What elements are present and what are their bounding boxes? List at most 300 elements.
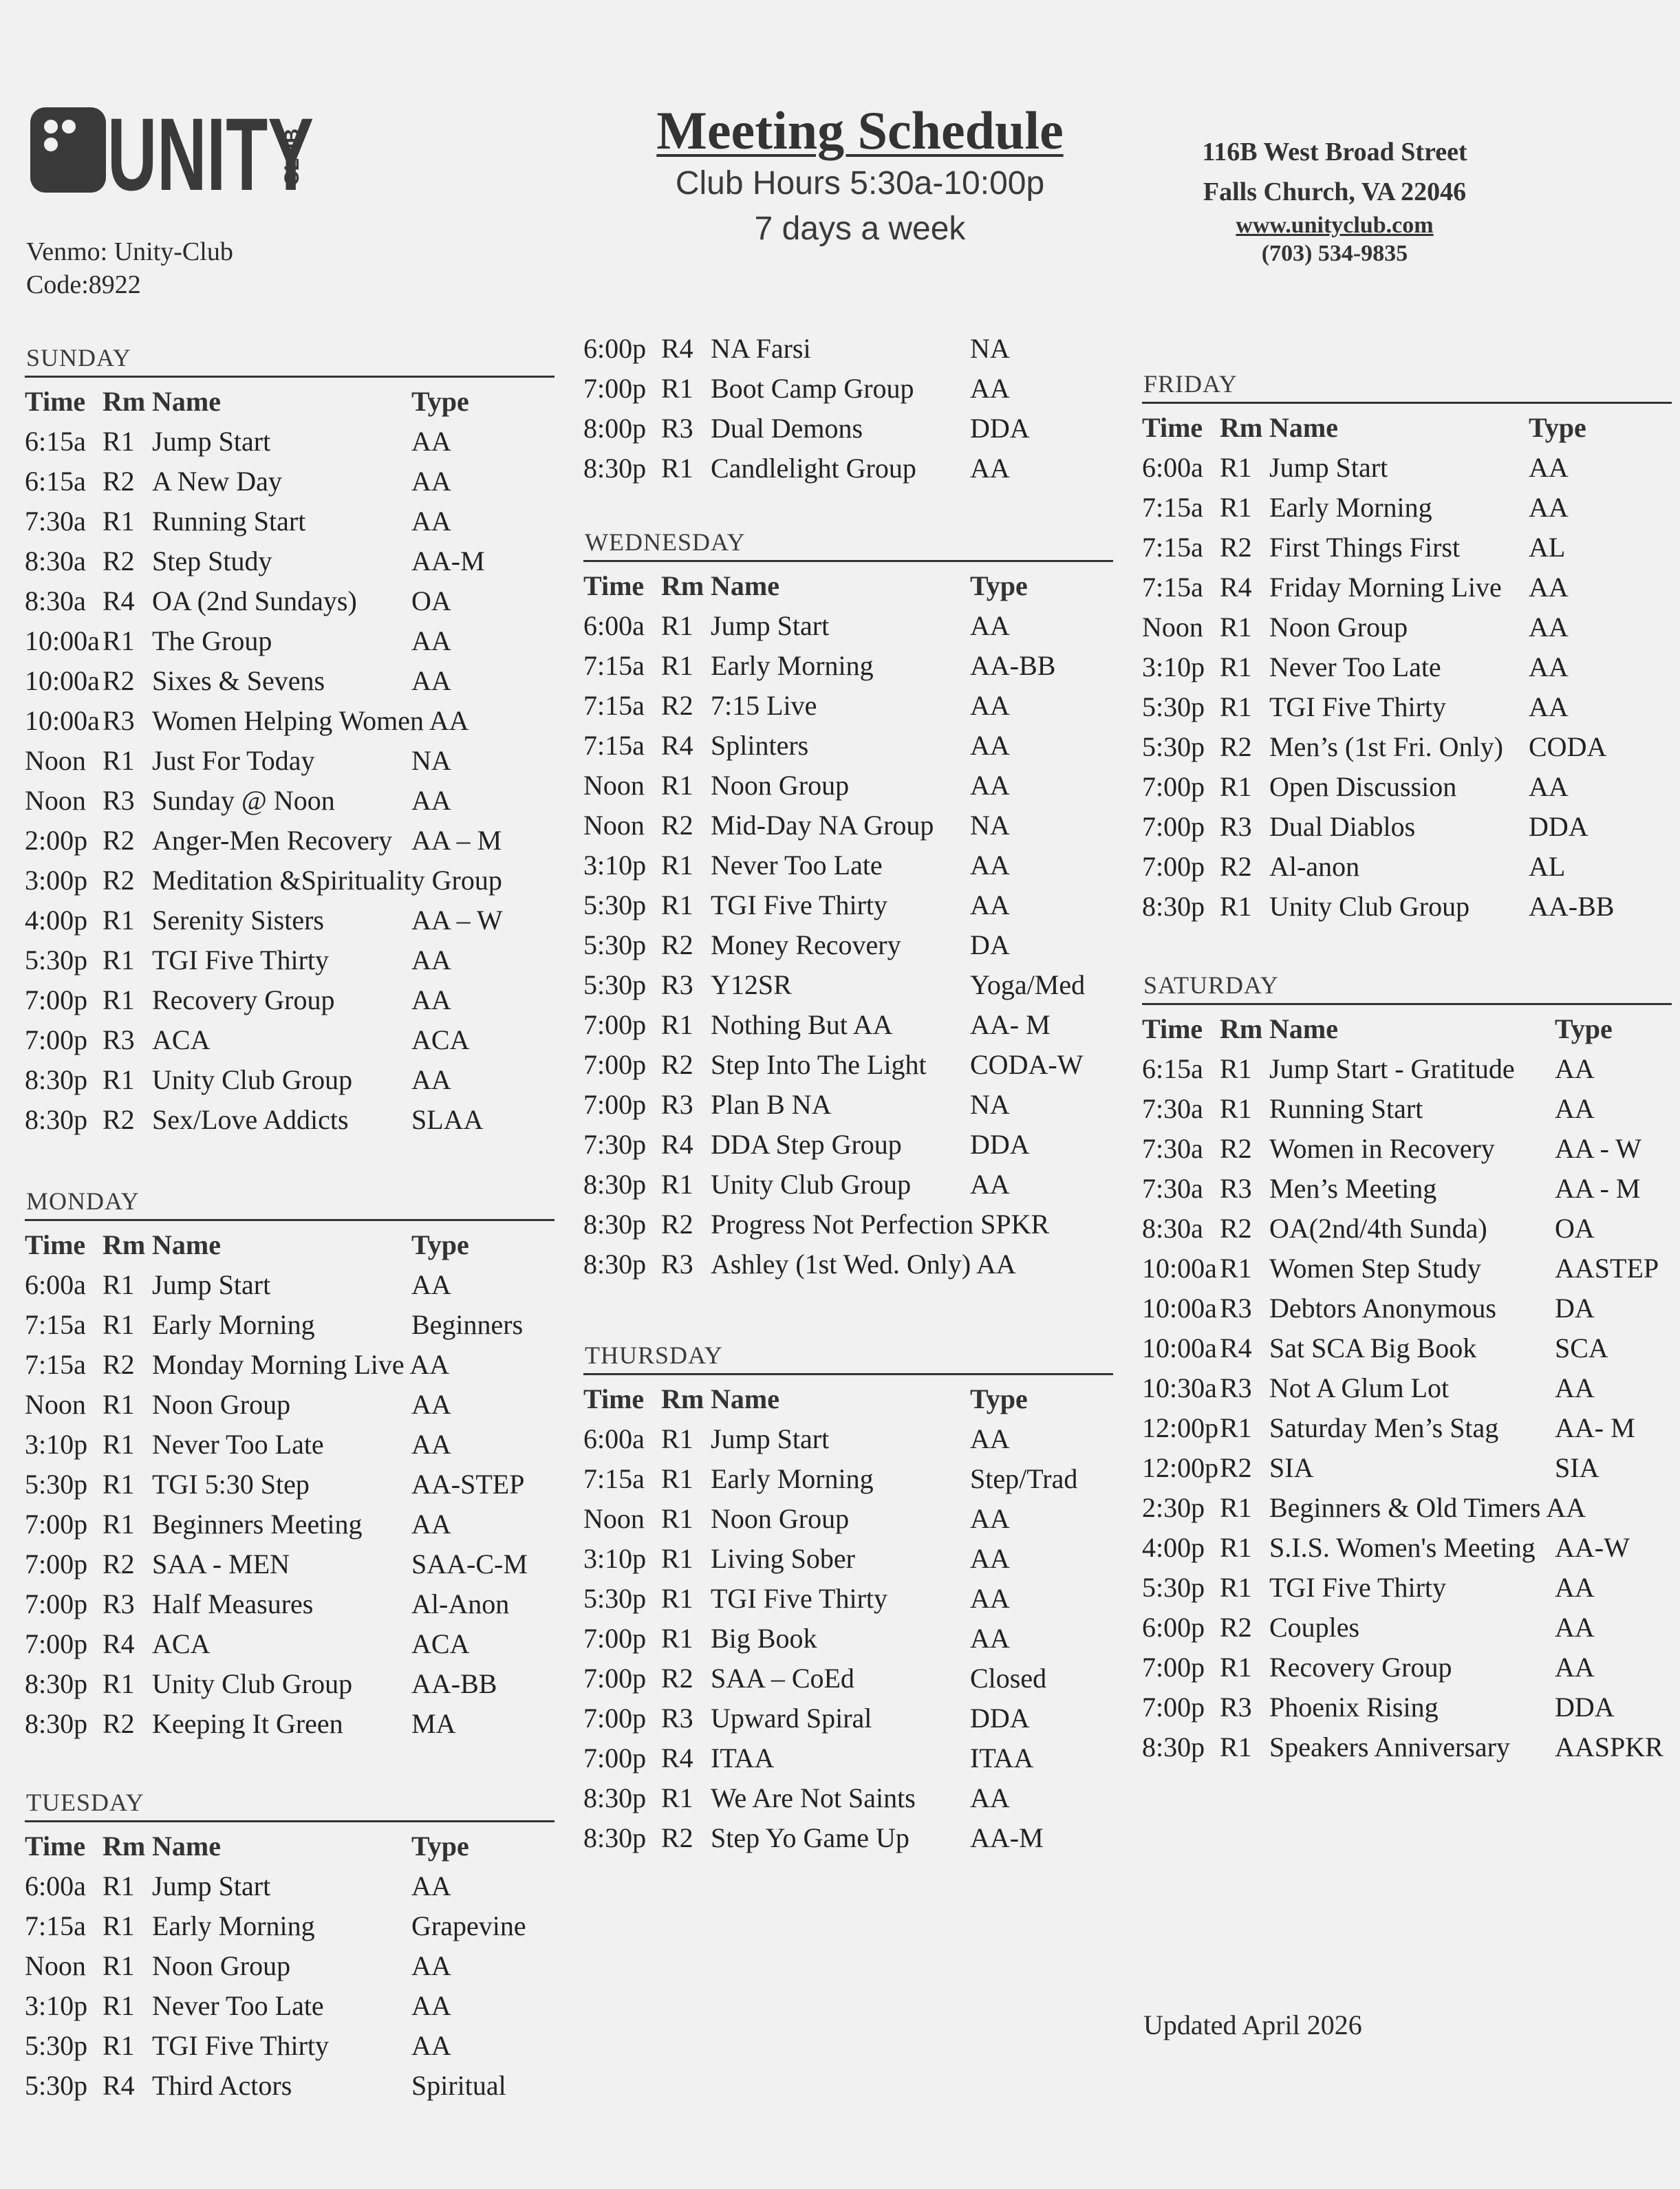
- meeting-room: R3: [103, 1588, 135, 1619]
- meeting-room: R1: [103, 1870, 135, 1901]
- meeting-name: Debtors Anonymous: [1269, 1293, 1496, 1324]
- meeting-type: AA: [970, 1623, 1010, 1654]
- meeting-room: R3: [103, 785, 135, 816]
- meeting-row: [25, 1265, 554, 1305]
- meeting-name: Dual Demons: [711, 413, 863, 444]
- meeting-name: Y12SR: [711, 969, 792, 1000]
- meeting-time: 7:30a: [25, 506, 86, 537]
- column-header-row: [1142, 408, 1672, 448]
- meeting-room: R1: [1220, 1652, 1252, 1683]
- meeting-time: 8:30a: [25, 546, 86, 576]
- meeting-time: 7:15a: [1142, 572, 1203, 603]
- meeting-time: 8:30p: [1142, 891, 1205, 922]
- meeting-time: 7:00p: [583, 1663, 647, 1694]
- meeting-row: [1142, 1129, 1672, 1169]
- phone-number: (703) 534-9835: [1261, 241, 1408, 266]
- meeting-row: [1142, 727, 1672, 767]
- meeting-row: [25, 701, 554, 741]
- meeting-time: 7:00p: [1142, 771, 1205, 802]
- meeting-time: 6:00a: [25, 1870, 86, 1901]
- meeting-name: Money Recovery: [711, 929, 901, 960]
- meeting-row: [25, 1305, 554, 1345]
- meeting-name: Never Too Late: [1269, 651, 1441, 682]
- meeting-row: [25, 621, 554, 661]
- meeting-type: AA – M: [411, 825, 502, 856]
- club-hours: Club Hours 5:30a-10:00p: [675, 165, 1045, 202]
- meeting-row: [583, 1085, 1113, 1125]
- meeting-row: [1142, 1209, 1672, 1249]
- meeting-type: AA: [411, 1429, 451, 1460]
- meeting-room: R1: [103, 1509, 135, 1540]
- meeting-row: [25, 2066, 554, 2106]
- meeting-name: Ashley (1st Wed. Only) AA: [711, 1249, 1016, 1280]
- meeting-name: Plan B NA: [711, 1089, 832, 1120]
- meeting-room: R1: [103, 2030, 135, 2061]
- meeting-room: R2: [103, 1549, 135, 1579]
- meeting-time: Noon: [25, 1389, 86, 1420]
- day-title-tuesday: TUESDAY: [25, 1784, 554, 1822]
- meeting-row: [583, 606, 1113, 646]
- meeting-room: R3: [661, 1089, 693, 1120]
- meeting-name: Friday Morning Live: [1269, 572, 1502, 603]
- meeting-room: R2: [103, 546, 135, 576]
- meeting-room: R2: [661, 690, 693, 721]
- meeting-time: 3:10p: [583, 1543, 647, 1574]
- meeting-time: 7:30a: [1142, 1173, 1203, 1204]
- meeting-name: Half Measures: [152, 1588, 314, 1619]
- meeting-room: R2: [103, 825, 135, 856]
- meeting-time: 8:30a: [1142, 1213, 1203, 1244]
- meeting-name: Running Start: [1269, 1093, 1423, 1124]
- saturday-section: [1142, 967, 1672, 1767]
- meeting-time: 5:30p: [25, 945, 88, 975]
- meeting-row: [25, 980, 554, 1020]
- meeting-name: Sixes & Sevens: [152, 665, 325, 696]
- meeting-time: 7:00p: [25, 1024, 88, 1055]
- meeting-type: AA: [1529, 691, 1569, 722]
- club-address: [1170, 132, 1500, 268]
- meeting-time: 7:00p: [1142, 851, 1205, 882]
- meeting-row: [1142, 528, 1672, 568]
- meeting-time: 6:00a: [583, 610, 645, 641]
- meeting-type: AA-M: [411, 546, 485, 576]
- meeting-room: R2: [1220, 1213, 1252, 1244]
- meeting-time: 5:30p: [25, 1469, 88, 1500]
- meeting-room: R1: [103, 426, 135, 457]
- meeting-row: [583, 1738, 1113, 1778]
- meeting-room: R1: [1220, 891, 1252, 922]
- meeting-type: AA: [411, 1950, 451, 1981]
- title-block: [592, 100, 1128, 252]
- meeting-type: AA: [411, 665, 451, 696]
- meeting-room: R2: [1220, 532, 1252, 563]
- meeting-room: R2: [661, 1663, 693, 1694]
- meeting-row: [583, 1205, 1113, 1244]
- meeting-room: R4: [103, 1628, 135, 1659]
- meeting-name: SAA - MEN: [152, 1549, 290, 1579]
- meeting-row: [1142, 687, 1672, 727]
- website-link[interactable]: www.unityclub.com: [1236, 213, 1434, 238]
- meeting-time: 8:30p: [25, 1668, 88, 1699]
- meeting-time: Noon: [25, 785, 86, 816]
- meeting-time: 6:15a: [25, 466, 86, 497]
- meeting-row: [583, 329, 1113, 369]
- meeting-time: 7:15a: [1142, 492, 1203, 523]
- sunday-section: [25, 340, 554, 1140]
- meeting-time: 3:10p: [25, 1429, 88, 1460]
- meeting-row: [1142, 887, 1672, 927]
- meeting-room: R1: [1220, 492, 1252, 523]
- meeting-row: [1142, 568, 1672, 607]
- meeting-time: 7:00p: [25, 1588, 88, 1619]
- meeting-time: 8:00p: [583, 413, 647, 444]
- meeting-name: 7:15 Live: [711, 690, 817, 721]
- meeting-time: 7:15a: [25, 1349, 86, 1380]
- meeting-room: R1: [661, 1169, 693, 1200]
- meeting-name: TGI 5:30 Step: [152, 1469, 310, 1500]
- meeting-time: 7:00p: [25, 1628, 88, 1659]
- meeting-row: [25, 1060, 554, 1100]
- column-header-room: Rm: [103, 386, 146, 417]
- meeting-time: 7:00p: [25, 984, 88, 1015]
- meeting-time: 5:30p: [583, 889, 647, 920]
- meeting-time: 7:00p: [583, 1009, 647, 1040]
- updated-date: Updated April 2026: [1143, 2009, 1362, 2040]
- meeting-time: Noon: [583, 810, 645, 841]
- meeting-type: AA: [1529, 572, 1569, 603]
- meeting-name: Early Morning: [1269, 492, 1432, 523]
- column-header-name: Name: [152, 386, 221, 417]
- meeting-row: [25, 741, 554, 781]
- meeting-room: R1: [103, 984, 135, 1015]
- meeting-room: R3: [661, 969, 693, 1000]
- meeting-name: OA (2nd Sundays): [152, 585, 357, 616]
- meeting-row: [583, 845, 1113, 885]
- column-header-room: Rm: [661, 570, 704, 601]
- column-header-name: Name: [152, 1229, 221, 1260]
- meeting-time: 7:30p: [583, 1129, 647, 1160]
- meeting-time: Noon: [1142, 612, 1203, 643]
- meeting-name: Not A Glum Lot: [1269, 1372, 1450, 1403]
- column-header-room: Rm: [103, 1831, 146, 1862]
- meeting-time: 6:15a: [1142, 1053, 1203, 1084]
- meeting-row: [583, 806, 1113, 845]
- meeting-time: 7:15a: [583, 690, 645, 721]
- column-header-time: Time: [1142, 412, 1203, 443]
- meeting-name: S.I.S. Women's Meeting: [1269, 1532, 1536, 1563]
- meeting-name: ACA: [152, 1024, 211, 1055]
- meeting-time: Noon: [583, 770, 645, 801]
- meeting-time: 3:00p: [25, 865, 88, 896]
- meeting-type: NA: [970, 333, 1010, 364]
- meeting-time: 7:15a: [25, 1910, 86, 1941]
- column-header-time: Time: [1142, 1013, 1203, 1044]
- meeting-row: [583, 726, 1113, 766]
- meeting-type: Closed: [970, 1663, 1047, 1694]
- meeting-type: AA: [1529, 651, 1569, 682]
- meeting-room: R2: [1220, 851, 1252, 882]
- column-header-name: Name: [711, 570, 779, 601]
- meeting-type: OA: [1555, 1213, 1595, 1244]
- meeting-room: R3: [661, 1249, 693, 1280]
- meeting-room: R4: [103, 585, 135, 616]
- meeting-name: Beginners Meeting: [152, 1509, 363, 1540]
- meeting-time: 6:00a: [583, 1423, 645, 1454]
- meeting-type: AA: [970, 730, 1010, 761]
- meeting-type: AA - W: [1555, 1133, 1641, 1164]
- column-header-type: Type: [411, 386, 469, 417]
- meeting-row: [1142, 1687, 1672, 1727]
- meeting-room: R1: [103, 1309, 135, 1340]
- meeting-room: R3: [661, 1703, 693, 1734]
- meeting-name: Step Into The Light: [711, 1049, 927, 1080]
- tuesday-section: [25, 1784, 554, 2106]
- meeting-row: [25, 1100, 554, 1140]
- meeting-name: TGI Five Thirty: [711, 1583, 888, 1614]
- meeting-room: R1: [103, 1469, 135, 1500]
- meeting-room: R1: [103, 1910, 135, 1941]
- meeting-row: [583, 409, 1113, 449]
- day-title-friday: FRIDAY: [1142, 366, 1672, 404]
- column-header-time: Time: [25, 386, 86, 417]
- column-header-name: Name: [1269, 1013, 1338, 1044]
- meeting-type: AA: [970, 690, 1010, 721]
- meeting-room: R1: [1220, 771, 1252, 802]
- meeting-type: ACA: [411, 1628, 470, 1659]
- meeting-time: Noon: [25, 1950, 86, 1981]
- meeting-name: Never Too Late: [152, 1429, 324, 1460]
- meeting-name: Anger-Men Recovery: [152, 825, 393, 856]
- meeting-name: Early Morning: [152, 1309, 315, 1340]
- meeting-row: [1142, 1448, 1672, 1488]
- meeting-row: [583, 1818, 1113, 1858]
- thursday-table: [583, 1379, 1113, 1858]
- meeting-type: AA- M: [970, 1009, 1051, 1040]
- meeting-row: [25, 901, 554, 940]
- meeting-row: [25, 1345, 554, 1385]
- meeting-type: AL: [1529, 532, 1566, 563]
- meeting-room: R1: [661, 850, 693, 881]
- meeting-time: Noon: [583, 1503, 645, 1534]
- meeting-name: Jump Start: [152, 1870, 271, 1901]
- meeting-room: R4: [661, 333, 693, 364]
- meeting-name: Jump Start: [1269, 452, 1388, 483]
- meeting-name: Candlelight Group: [711, 453, 916, 484]
- meeting-row: [25, 1020, 554, 1060]
- meeting-room: R1: [103, 506, 135, 537]
- meeting-name: Progress Not Perfection SPKR: [711, 1209, 1050, 1240]
- meeting-name: NA Farsi: [711, 333, 811, 364]
- meeting-row: [583, 449, 1113, 488]
- meeting-name: Third Actors: [152, 2070, 292, 2101]
- meeting-name: Step Yo Game Up: [711, 1822, 909, 1853]
- column-header-room: Rm: [1220, 412, 1263, 443]
- meeting-time: 10:00a: [1142, 1253, 1217, 1284]
- meeting-room: R2: [103, 1104, 135, 1135]
- meeting-time: 6:15a: [25, 426, 86, 457]
- meeting-room: R2: [661, 1209, 693, 1240]
- meeting-type: AA: [970, 1782, 1010, 1813]
- meeting-row: [25, 1385, 554, 1425]
- meeting-row: [1142, 1648, 1672, 1687]
- day-title-saturday: SATURDAY: [1142, 967, 1672, 1005]
- meeting-room: R1: [661, 1463, 693, 1494]
- meeting-type: DDA: [1555, 1692, 1615, 1723]
- meeting-name: Meditation &Spirituality Group: [152, 865, 502, 896]
- meeting-type: AA: [1555, 1612, 1595, 1643]
- meeting-row: [1142, 1488, 1672, 1528]
- meeting-room: R1: [1220, 1093, 1252, 1124]
- meeting-time: 4:00p: [25, 905, 88, 936]
- meeting-room: R4: [661, 1743, 693, 1773]
- meeting-time: 5:30p: [1142, 1572, 1205, 1603]
- meeting-room: R4: [1220, 572, 1252, 603]
- friday-section: [1142, 366, 1672, 927]
- days-per-week: 7 days a week: [754, 211, 966, 247]
- meeting-name: Just For Today: [152, 745, 315, 776]
- meeting-row: [583, 1778, 1113, 1818]
- meeting-time: 6:00p: [1142, 1612, 1205, 1643]
- meeting-name: Living Sober: [711, 1543, 855, 1574]
- meeting-name: DDA Step Group: [711, 1129, 902, 1160]
- meeting-name: Never Too Late: [152, 1990, 324, 2021]
- column-header-type: Type: [411, 1229, 469, 1260]
- meeting-type: NA: [970, 810, 1010, 841]
- meeting-type: AA- M: [1555, 1412, 1635, 1443]
- friday-table: [1142, 408, 1672, 927]
- meeting-room: R3: [1220, 811, 1252, 842]
- meeting-type: Grapevine: [411, 1910, 526, 1941]
- meeting-type: AA-BB: [411, 1668, 497, 1699]
- meeting-name: Noon Group: [711, 1503, 850, 1534]
- meeting-type: AA: [1529, 492, 1569, 523]
- meeting-type: AA – W: [411, 905, 503, 936]
- meeting-room: R1: [661, 770, 693, 801]
- meeting-type: AASPKR: [1555, 1732, 1663, 1762]
- meeting-time: 7:00p: [583, 373, 647, 404]
- meeting-type: AA: [411, 466, 451, 497]
- column-header-type: Type: [970, 570, 1028, 601]
- meeting-type: SLAA: [411, 1104, 484, 1135]
- meeting-room: R1: [661, 1503, 693, 1534]
- meeting-time: 8:30p: [25, 1064, 88, 1095]
- column-header-row: [1142, 1009, 1672, 1049]
- meeting-time: 7:00p: [583, 1049, 647, 1080]
- meeting-name: Early Morning: [711, 1463, 874, 1494]
- meeting-room: R1: [1220, 1253, 1252, 1284]
- column-header-time: Time: [583, 1383, 645, 1414]
- meeting-row: [25, 541, 554, 581]
- meeting-row: [25, 1584, 554, 1624]
- saturday-table: [1142, 1009, 1672, 1767]
- meeting-time: 7:00p: [583, 1623, 647, 1654]
- meeting-row: [25, 1465, 554, 1505]
- meeting-time: 7:00p: [583, 1743, 647, 1773]
- meeting-row: [25, 1624, 554, 1664]
- meeting-room: R2: [103, 1708, 135, 1739]
- meeting-room: R3: [1220, 1173, 1252, 1204]
- column-header-type: Type: [411, 1831, 469, 1862]
- meeting-type: SAA-C-M: [411, 1549, 528, 1579]
- meeting-room: R1: [1220, 1572, 1252, 1603]
- day-title-monday: MONDAY: [25, 1183, 554, 1221]
- meeting-time: 7:30a: [1142, 1133, 1203, 1164]
- meeting-type: AA-BB: [1529, 891, 1615, 922]
- meeting-type: AA-STEP: [411, 1469, 525, 1500]
- meeting-name: Phoenix Rising: [1269, 1692, 1439, 1723]
- meeting-row: [583, 1045, 1113, 1085]
- meeting-row: [583, 1125, 1113, 1165]
- meeting-room: R4: [661, 730, 693, 761]
- meeting-type: AA: [970, 1583, 1010, 1614]
- meeting-type: AA: [411, 785, 451, 816]
- meeting-row: [1142, 1249, 1672, 1288]
- meeting-name: TGI Five Thirty: [152, 945, 330, 975]
- meeting-room: R3: [661, 413, 693, 444]
- column-header-type: Type: [1555, 1013, 1613, 1044]
- meeting-name: Boot Camp Group: [711, 373, 914, 404]
- meeting-time: 7:15a: [25, 1309, 86, 1340]
- meeting-time: 5:30p: [1142, 731, 1205, 762]
- meeting-name: Women in Recovery: [1269, 1133, 1495, 1164]
- meeting-room: R1: [103, 1990, 135, 2021]
- meeting-time: 3:10p: [583, 850, 647, 881]
- meeting-type: DDA: [1529, 811, 1589, 842]
- meeting-row: [25, 462, 554, 502]
- meeting-room: R1: [1220, 1732, 1252, 1762]
- meeting-room: R1: [661, 1583, 693, 1614]
- meeting-row: [583, 1619, 1113, 1659]
- column-header-name: Name: [1269, 412, 1338, 443]
- meeting-room: R4: [1220, 1333, 1252, 1363]
- meeting-type: AA: [411, 984, 451, 1015]
- meeting-time: 4:00p: [1142, 1532, 1205, 1563]
- meeting-room: R1: [1220, 691, 1252, 722]
- column-header-time: Time: [583, 570, 645, 601]
- meeting-row: [583, 1244, 1113, 1284]
- meeting-name: Unity Club Group: [1269, 891, 1470, 922]
- page-title: Meeting Schedule: [656, 100, 1064, 160]
- meeting-name: Couples: [1269, 1612, 1360, 1643]
- meeting-row: [25, 1544, 554, 1584]
- meeting-type: MA: [411, 1708, 456, 1739]
- meeting-name: Unity Club Group: [152, 1668, 353, 1699]
- meeting-row: [1142, 1089, 1672, 1129]
- meeting-type: AA: [1555, 1053, 1595, 1084]
- meeting-row: [25, 821, 554, 861]
- sunday-table: [25, 382, 554, 1140]
- meeting-type: AA: [970, 610, 1010, 641]
- meeting-time: 5:30p: [583, 969, 647, 1000]
- meeting-type: AA: [970, 889, 1010, 920]
- meeting-name: Step Study: [152, 546, 272, 576]
- meeting-room: R3: [1220, 1372, 1252, 1403]
- meeting-time: 10:00a: [25, 625, 100, 656]
- meeting-row: [1142, 1727, 1672, 1767]
- meeting-room: R2: [1220, 1612, 1252, 1643]
- meeting-time: 7:00p: [25, 1509, 88, 1540]
- logo-sub-text: CLUB: [281, 128, 303, 186]
- meeting-row: [583, 766, 1113, 806]
- meeting-time: 8:30p: [1142, 1732, 1205, 1762]
- venmo-info: [26, 235, 233, 301]
- meeting-time: 8:30a: [25, 585, 86, 616]
- meeting-room: R1: [103, 1950, 135, 1981]
- meeting-type: Spiritual: [411, 2070, 506, 2101]
- meeting-name: SIA: [1269, 1452, 1314, 1483]
- meeting-row: [25, 1704, 554, 1744]
- column-header-name: Name: [152, 1831, 221, 1862]
